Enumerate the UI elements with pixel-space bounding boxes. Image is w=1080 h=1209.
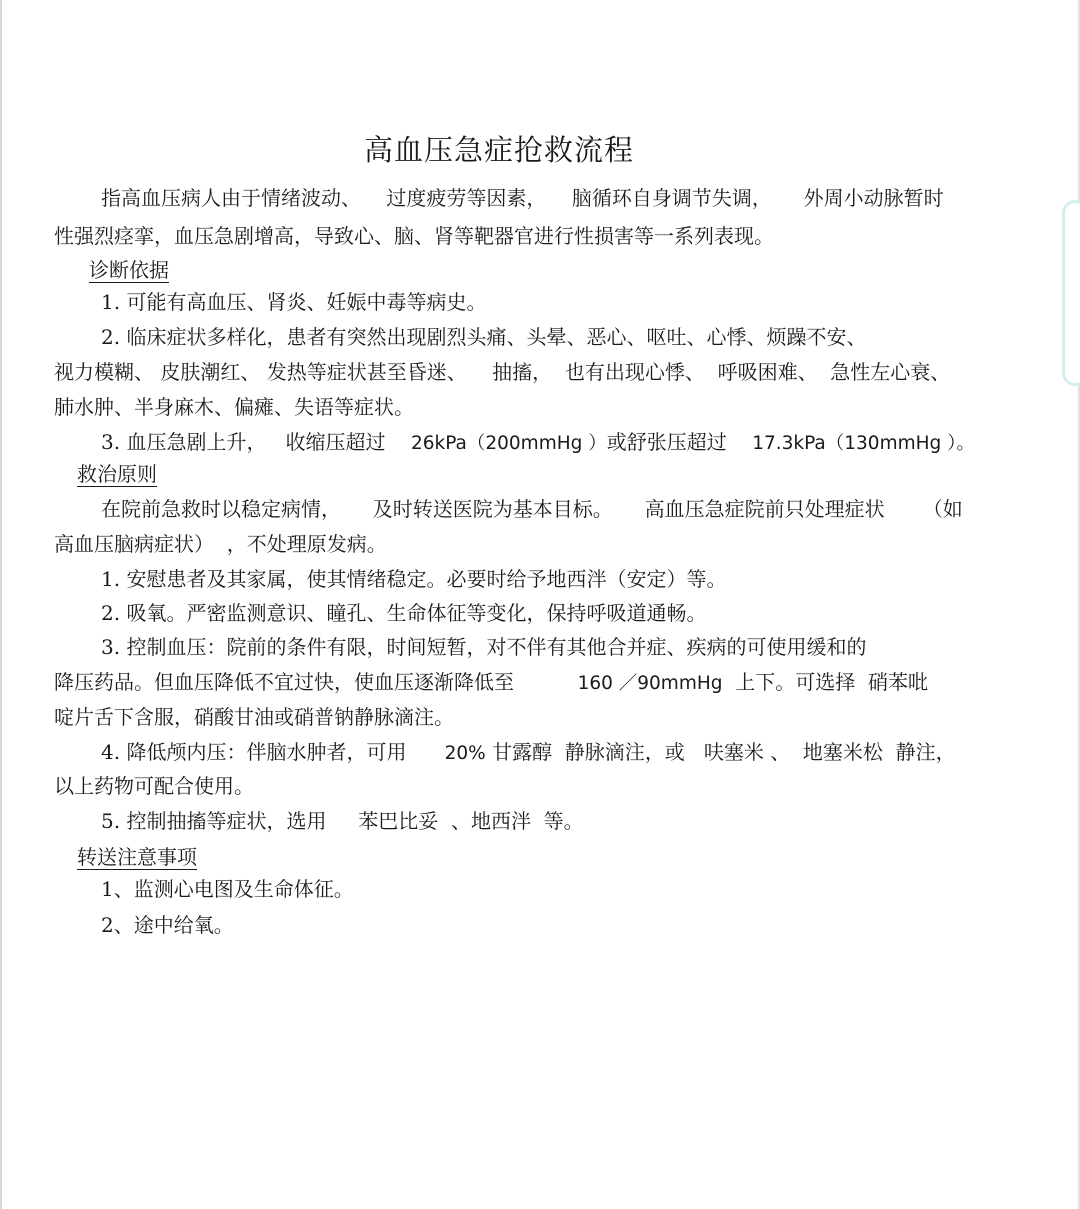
- diagnosis-item-3-text-b: 或舒张压超过: [606, 430, 753, 454]
- treatment-item-4-line-1: [101, 740, 956, 766]
- mannitol-concentration: 20%: [444, 743, 486, 764]
- intro-line-1: 指高血压病人由于情绪波动、 过度疲劳等因素， 脑循环自身调节失调， 外周小动脉暂时: [101, 186, 944, 210]
- treatment-intro-line-2: 高血压脑病症状） ，不处理原发病。: [54, 532, 387, 556]
- treatment-item-3-text-b: 上下。可选择 硝苯吡: [722, 670, 928, 694]
- diagnosis-heading: 诊断依据: [89, 258, 169, 282]
- page-left-edge: [0, 0, 2, 1209]
- treatment-item-1: 1. 安慰患者及其家属，使其情绪稳定。必要时给予地西泮（安定）等。: [101, 567, 727, 591]
- intro-line-2: 性强烈痉挛，血压急剧增高，导致心、脑、肾等靶器官进行性损害等一系列表现。: [54, 224, 774, 248]
- treatment-item-3-text-a: 降压药品。但血压降低不宜过快，使血压逐渐降低至: [54, 670, 578, 694]
- treatment-intro-line-1: 在院前急救时以稳定病情， 及时转送医院为基本目标。 高血压急症院前只处理症状 （如: [101, 497, 963, 521]
- treatment-item-2: 2. 吸氧。严密监测意识、瞳孔、生命体征等变化，保持呼吸道通畅。: [101, 601, 707, 625]
- diagnosis-item-2-line-1: 2. 临床症状多样化，患者有突然出现剧烈头痛、头晕、恶心、呕吐、心悸、烦躁不安、: [101, 325, 867, 349]
- diagnosis-item-1: 1. 可能有高血压、肾炎、妊娠中毒等病史。: [101, 290, 487, 314]
- treatment-item-3-line-1: 3. 控制血压：院前的条件有限，时间短暂，对不伴有其他合并症、疾病的可使用缓和的: [101, 635, 867, 659]
- transfer-item-1: 1、监测心电图及生命体征。: [101, 877, 354, 901]
- transfer-item-2: 2、途中给氧。: [101, 913, 234, 937]
- target-blood-pressure: 160 ／90mmHg: [577, 673, 723, 694]
- treatment-item-4-text-a: 4. 降低颅内压：伴脑水肿者，可用: [101, 740, 445, 764]
- diastolic-threshold: 17.3kPa（130mmHg ）。: [752, 433, 975, 454]
- diagnosis-item-2-line-3: 肺水肿、半身麻木、偏瘫、失语等症状。: [54, 395, 414, 419]
- treatment-heading: 救治原则: [77, 462, 157, 486]
- diagnosis-item-3: [101, 430, 975, 456]
- systolic-threshold: 26kPa（200mmHg ）: [410, 433, 607, 454]
- treatment-item-4-text-b: 甘露醇 静脉滴注，或 呋塞米 、 地塞米松 静注，: [485, 740, 956, 764]
- treatment-item-3-line-2: [54, 670, 928, 696]
- document-title: 高血压急症抢救流程: [363, 133, 634, 167]
- diagnosis-item-3-text-a: 3. 血压急剧上升， 收缩压超过: [101, 430, 411, 454]
- scroll-handle[interactable]: [1062, 200, 1080, 386]
- treatment-item-3-line-3: 啶片舌下含服，硝酸甘油或硝普钠静脉滴注。: [54, 705, 454, 729]
- transfer-heading: 转送注意事项: [77, 845, 197, 869]
- diagnosis-item-2-line-2: 视力模糊、 皮肤潮红、 发热等症状甚至昏迷、 抽搐， 也有出现心悸、 呼吸困难、 急性左心衰、: [54, 360, 951, 384]
- treatment-item-5: 5. 控制抽搐等症状，选用 苯巴比妥 、地西泮 等。: [101, 809, 584, 833]
- treatment-item-4-line-2: 以上药物可配合使用。: [54, 774, 254, 798]
